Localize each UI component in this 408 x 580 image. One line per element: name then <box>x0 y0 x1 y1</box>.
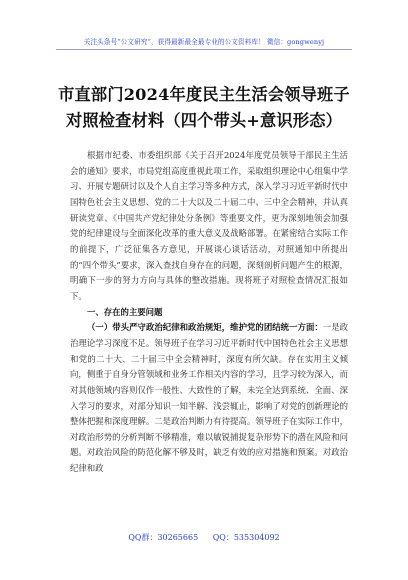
footer-note <box>0 532 408 543</box>
footer-qq: QQ：535304092 <box>212 533 280 542</box>
document-title: 市直部门2024年度民主生活会领导班子对照检查材料（四个带头+意识形态） <box>58 85 350 130</box>
header-divider <box>56 49 352 50</box>
subsection-heading: （一）带头严守政治纪律和政治规矩，维护党的团结统一方面： <box>87 322 323 333</box>
section-heading: 一、存在的主要问题 <box>87 306 163 317</box>
subsection-text: 一是政治理论学习深度不足。领导班子在学习习近平新时代中国特色社会主义思想和党的二十大、二十届三中全会精神时，深度有所欠缺。存在实用主义倾向，侧重于自身分管领域和业务工作相关内容的学习，且学习较为深入，而对其他领域内容则仅作一般性、大致性的了解，未完全达到系统、全面、深入学习的要求，对部分知识一知半解、浅尝辄止，影响了对党的创新理论的整体把握和深度理解。二是政治判断力有待提高。领导班子在实际工作中，对政治形势的分析判断不够精准，难以敏锐捕捉复杂形势下的潜在风险和问题。对政治风险的防范化解不够及时，缺乏有效的应对措施和预案。对政治纪律和政 <box>70 322 348 474</box>
intro-paragraph: 根据市纪委、市委组织部《关于召开2024年度党员领导干部民主生活会的通知》要求，市局党组高度重视此项工作，采取组织理论中心组集中学习、开展专题研讨以及个人自主学习等多种方式，深入学习习近平新时代中国特色社会主义思想、党的二十大以及二十届二中、三中全会精神，并认真研读党章、《中国共产党纪律处分条例》等重要文件，更为深刻地领会加强党的纪律建设与全面深化改革的重大意义及战略部署。在紧密结合实际工作的前提下，广泛征集各方意见，开展谈心谈话活动，对照通知中所提出的“四个带头”要求，深入查找自身存在的问题，深刻剖析问题产生的根源，明确下一步的努力方向与具体的整改措施。现将班子对照检查情况汇报如下。 <box>70 150 348 301</box>
footer-qq-group: QQ群：30265665 <box>128 533 199 542</box>
document-body <box>70 148 348 477</box>
subsection-paragraph <box>70 320 348 477</box>
header-note: 关注头条号“公文研究”，获得最新最全最专业的公文资料库！ 微信：gongwenyj <box>83 38 325 46</box>
